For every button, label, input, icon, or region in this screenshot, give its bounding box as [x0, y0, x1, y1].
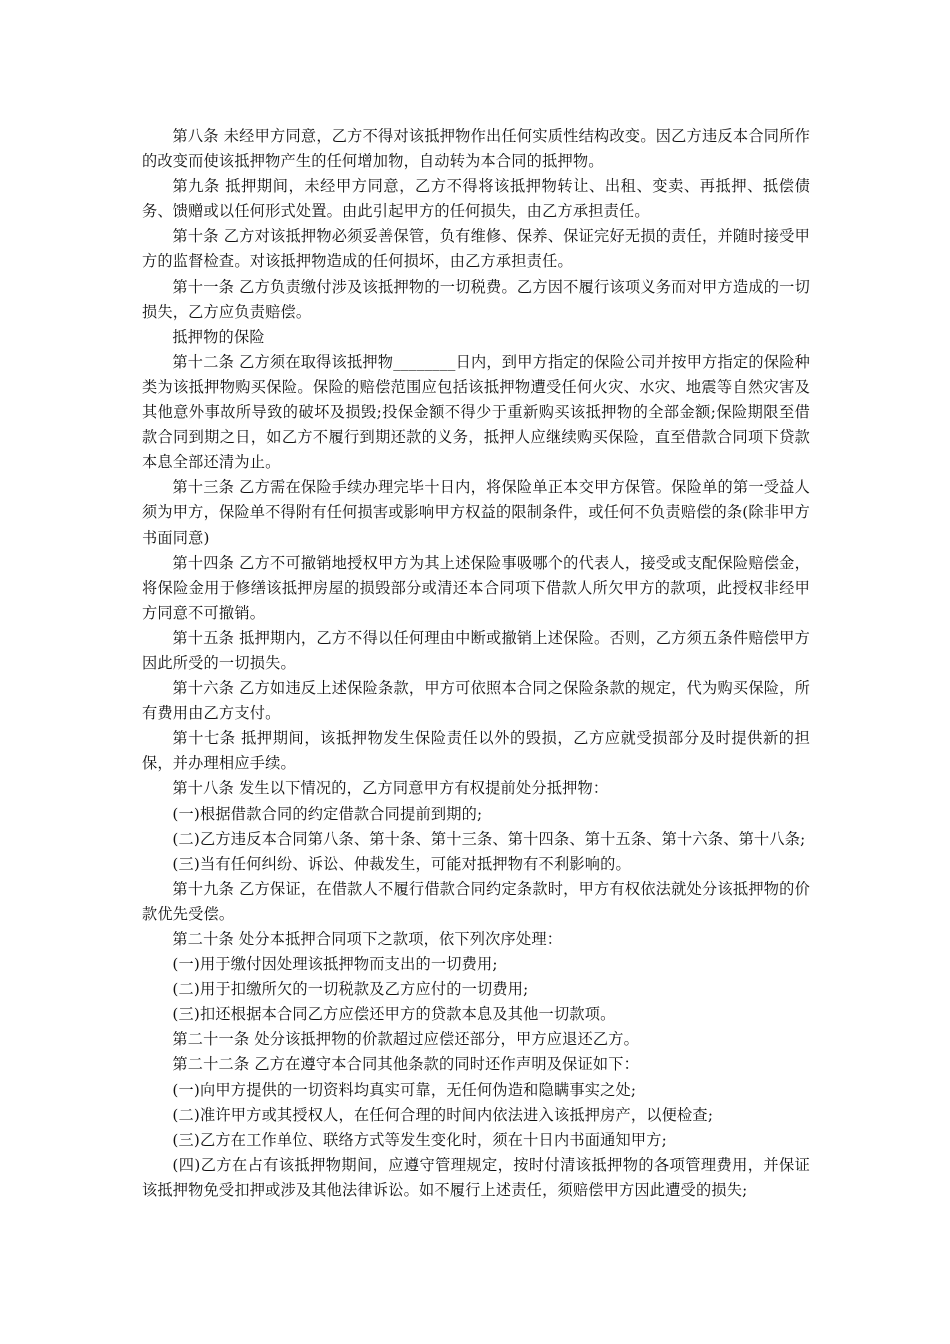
clause-12: 第十二条 乙方须在取得该抵押物________日内，到甲方指定的保险公司并按甲方指定的保险种类为该抵押物购买保险。保险的赔偿范围应包括该抵押物遭受任何火灾、水灾、地震等自然灾害及其他意外事故所导致的破坏及损毁;投保金额不得少于重新购买该抵押物的全部金额;保险期限至借款合同到期之日，如乙方不履行到期还款的义务，抵押人应继续购买保险，直至借款合同项下贷款本息全部还清为止。 [142, 352, 810, 472]
clause-13: 第十三条 乙方需在保险手续办理完毕十日内，将保险单正本交甲方保管。保险单的第一受益人须为甲方，保险单不得附有任何损害或影响甲方权益的限制条件，或任何不负责赔偿的条(除非甲方书面同意) [142, 478, 810, 547]
clause-9: 第九条 抵押期间，未经甲方同意，乙方不得将该抵押物转让、出租、变卖、再抵押、抵偿债务、馈赠或以任何形式处置。由此引起甲方的任何损失，由乙方承担责任。 [142, 177, 810, 221]
clause-16: 第十六条 乙方如违反上述保险条款，甲方可依照本合同之保险条款的规定，代为购买保险，所有费用由乙方支付。 [142, 679, 810, 723]
clause-18-item-3: (三)当有任何纠纷、诉讼、仲裁发生，可能对抵押物有不利影响的。 [172, 854, 631, 873]
clause-18-item-2: (二)乙方违反本合同第八条、第十条、第十三条、第十四条、第十五条、第十六条、第十八条; [172, 829, 806, 848]
clause-17: 第十七条 抵押期间，该抵押物发生保险责任以外的毁损，乙方应就受损部分及时提供新的担保，并办理相应手续。 [142, 729, 810, 773]
section-heading-insurance: 抵押物的保险 [172, 327, 265, 346]
clause-14: 第十四条 乙方不可撤销地授权甲方为其上述保险事吸哪个的代表人，接受或支配保险赔偿金，将保险金用于修缮该抵押房屋的损毁部分或清还本合同项下借款人所欠甲方的款项，此授权非经甲方同意不可撤销。 [142, 553, 810, 622]
clause-20-item-2: (二)用于扣缴所欠的一切税款及乙方应付的一切费用; [172, 980, 529, 999]
clause-15: 第十五条 抵押期内，乙方不得以任何理由中断或撤销上述保险。否则，乙方须五条件赔偿甲方因此所受的一切损失。 [142, 628, 810, 672]
clause-18: 第十八条 发生以下情况的，乙方同意甲方有权提前处分抵押物： [172, 779, 609, 798]
clause-11: 第十一条 乙方负责缴付涉及该抵押物的一切税费。乙方因不履行该项义务而对甲方造成的一切损失，乙方应负责赔偿。 [142, 277, 810, 321]
clause-20-item-3: (三)扣还根据本合同乙方应偿还甲方的贷款本息及其他一切款项。 [172, 1005, 616, 1024]
clause-21: 第二十一条 处分该抵押物的价款超过应偿还部分，甲方应退还乙方。 [172, 1030, 640, 1049]
clause-22-item-1: (一)向甲方提供的一切资料均真实可靠，无任何伪造和隐瞒事实之处; [172, 1080, 637, 1099]
clause-20-item-1: (一)用于缴付因处理该抵押物而支出的一切费用; [172, 955, 498, 974]
clause-10: 第十条 乙方对该抵押物必须妥善保管，负有维修、保养、保证完好无损的责任，并随时接受甲方的监督检查。对该抵押物造成的任何损坏，由乙方承担责任。 [142, 227, 810, 271]
clause-22-item-3: (三)乙方在工作单位、联络方式等发生变化时，须在十日内书面通知甲方; [172, 1130, 667, 1149]
clause-20: 第二十条 处分本抵押合同项下之款项，依下列次序处理： [172, 930, 563, 948]
clause-19: 第十九条 乙方保证，在借款人不履行借款合同约定条款时，甲方有权依法就处分该抵押物的价款优先受偿。 [142, 879, 810, 923]
clause-18-item-1: (一)根据借款合同的约定借款合同提前到期的; [172, 804, 483, 823]
document-body [142, 124, 810, 1203]
clause-8: 第八条 未经甲方同意，乙方不得对该抵押物作出任何实质性结构改变。因乙方违反本合同所作的改变而使该抵押物产生的任何增加物，自动转为本合同的抵押物。 [142, 127, 810, 171]
clause-22-item-4: (四)乙方在占有该抵押物期间，应遵守管理规定，按时付清该抵押物的各项管理费用，并保证该抵押物免受扣押或涉及其他法律诉讼。如不履行上述责任，须赔偿甲方因此遭受的损失; [142, 1155, 810, 1199]
clause-22: 第二十二条 乙方在遵守本合同其他条款的同时还作声明及保证如下： [172, 1055, 640, 1074]
clause-22-item-2: (二)准许甲方或其授权人，在任何合理的时间内依法进入该抵押房产，以便检查; [172, 1105, 714, 1124]
